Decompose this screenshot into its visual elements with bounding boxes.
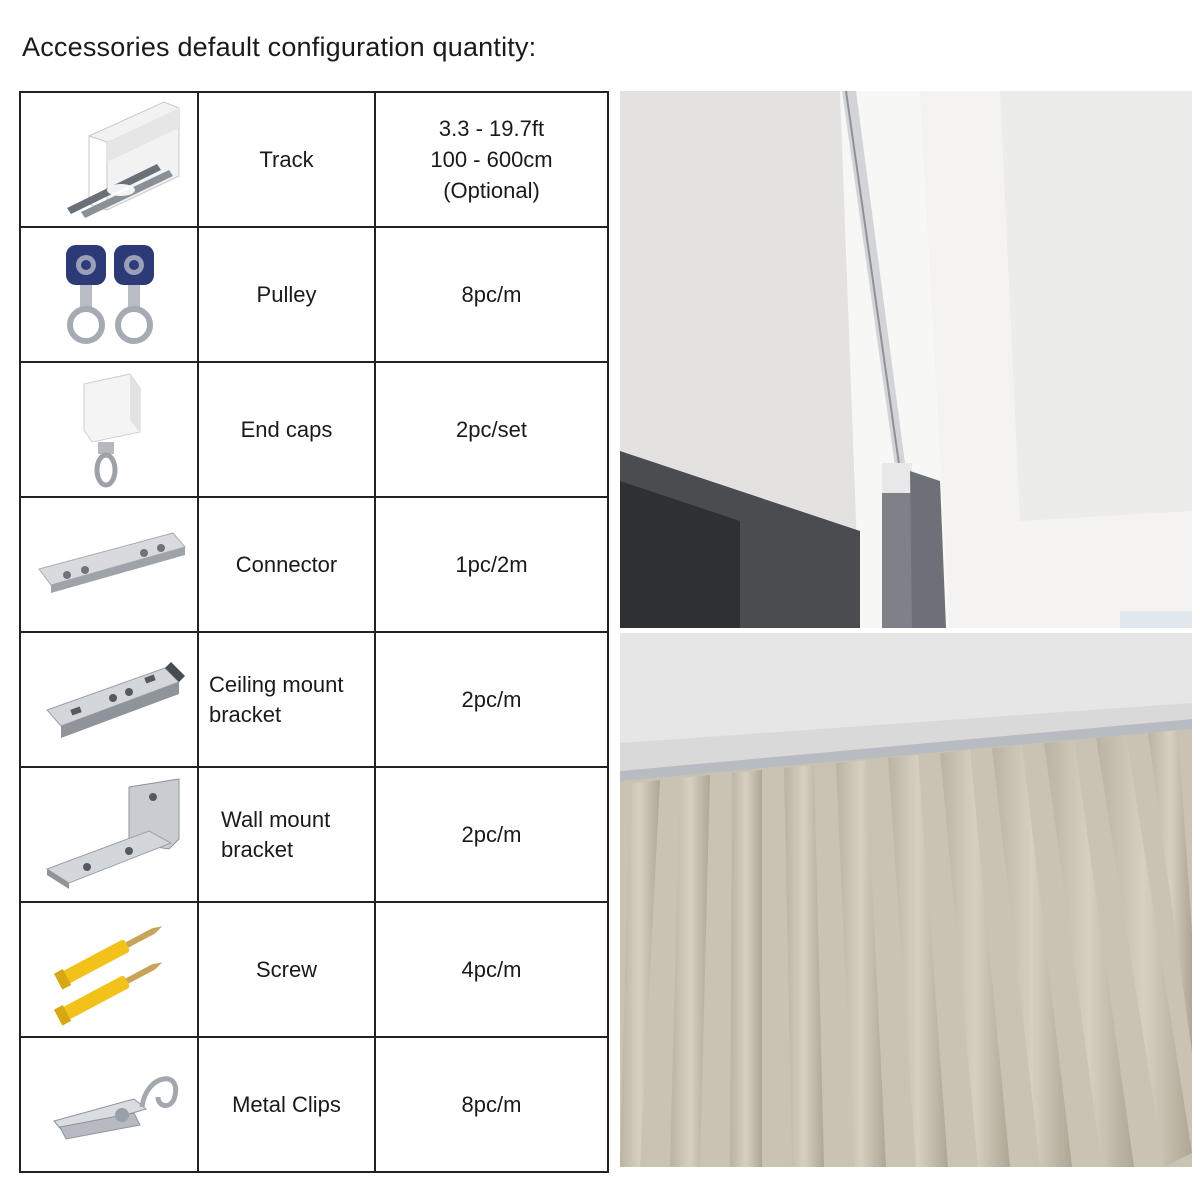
curtain-photo [620,633,1192,1167]
ceiling-bracket-name-line2: bracket [209,701,282,727]
ceiling-track-photo [620,91,1192,628]
ceiling-bracket-image [20,632,198,767]
table-row [20,767,608,902]
ceiling-bracket-icon [29,638,189,762]
ceiling-bracket-name-line1: Ceiling mount [209,671,344,697]
metal-clips-image [20,1037,198,1172]
track-name: Track [198,92,375,227]
track-length-cm: 100 - 600cm [430,147,553,172]
screw-anchor-icon [39,908,179,1032]
pulley-quantity: 8pc/m [375,227,608,362]
table-row [20,227,608,362]
connector-icon [29,503,189,627]
wall-bracket-name-line1: Wall mount [221,806,331,832]
track-quantity [375,92,608,227]
metal-clips-name: Metal Clips [198,1037,375,1172]
wall-bracket-name [198,767,375,902]
wall-bracket-icon [29,773,189,897]
page-title: Accessories default configuration quantity: [22,32,537,62]
wall-bracket-quantity: 2pc/m [375,767,608,902]
wall-bracket-image [20,767,198,902]
connector-image [20,497,198,632]
ceiling-bracket-name [198,632,375,767]
table-row [20,362,608,497]
track-optional-note: (Optional) [443,178,540,203]
screw-quantity: 4pc/m [375,902,608,1037]
screw-image [20,902,198,1037]
table-row [20,497,608,632]
wall-bracket-name-line2: bracket [221,836,294,862]
end-cap-icon [44,368,174,492]
table-row [20,902,608,1037]
screw-name: Screw [198,902,375,1037]
pulley-image [20,227,198,362]
track-length-ft: 3.3 - 19.7ft [438,116,545,141]
pulley-name: Pulley [198,227,375,362]
metal-clip-icon [34,1043,184,1167]
track-icon [29,98,189,222]
metal-clips-quantity: 8pc/m [375,1037,608,1172]
end-caps-name: End caps [198,362,375,497]
table-row [20,632,608,767]
track-image [20,92,198,227]
ceiling-bracket-quantity: 2pc/m [375,632,608,767]
table-row [20,1037,608,1172]
connector-quantity: 1pc/2m [375,497,608,632]
end-caps-quantity: 2pc/set [375,362,608,497]
table-row [20,92,608,227]
pulley-icon [44,233,174,357]
end-caps-image [20,362,198,497]
connector-name: Connector [198,497,375,632]
accessories-table [19,91,609,1173]
